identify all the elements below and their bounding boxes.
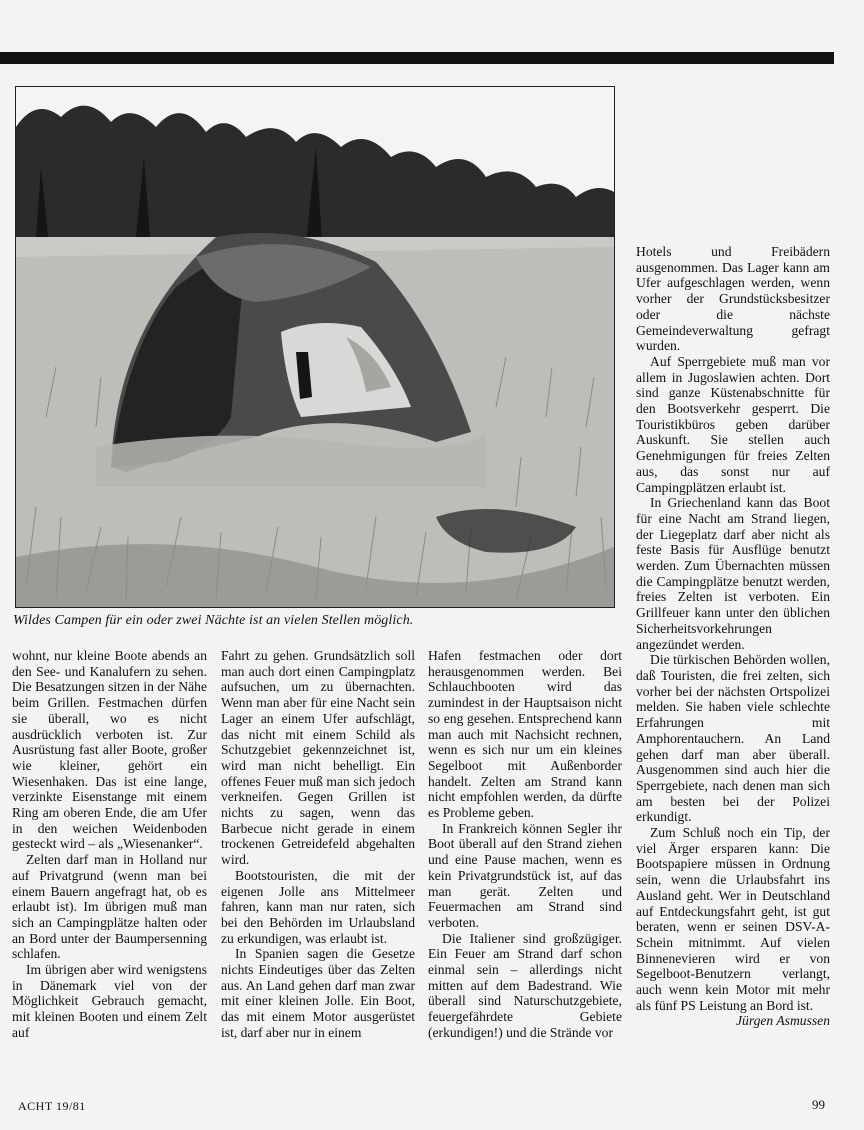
photo-caption: Wildes Campen für ein oder zwei Nächte ist an vielen Stellen möglich. — [13, 613, 414, 628]
author-signature: Jürgen Asmussen — [735, 1013, 830, 1029]
paragraph: Im übrigen aber wird wenigstens in Dänemark viel von der Möglichkeit Gebrauch gemacht, mit kleinen Booten und einem Zelt auf — [12, 962, 207, 1040]
paragraph: Zum Schluß noch ein Tip, der viel Ärger ersparen kann: Die Bootspapiere müssen in Ordnung sein, wenn die Urlaubsfahrt ins Ausland geht. Wer in Deutschland auf Entdeckungsfahrt geht, ist gut beraten, wenn er seinen DSV-A-Schein mitnimmt. Auf vielen Binnenevieren wird er von Segelboot-Benutzern verlangt, auch wenn kein Motor mit mehr als fünf PS Leistung an Bord ist. — [636, 825, 830, 1013]
paragraph: Zelten darf man in Holland nur auf Privatgrund (wenn man bei einem Bauern angefragt hat, ob es erlaubt ist). Im übrigen muß man sich an Campingplätze halten oder an Bord unter der Baumpersenning schlafen. — [12, 852, 207, 962]
paragraph: In Spanien sagen die Gesetze nichts Eindeutiges über das Zelten aus. An Land gehen darf man zwar mit einer kleinen Jolle. Ein Boot, das mit einem Motor ausgerüstet ist, darf aber nur in einem — [221, 946, 415, 1040]
page-number: 99 — [812, 1097, 825, 1112]
paragraph: Hotels und Freibädern ausgenommen. Das Lager kann am Ufer aufgeschlagen werden, wenn vorher der Grundstücksbesitzer oder die nächste Gemeindeverwaltung gefragt wurden. — [636, 244, 830, 354]
paragraph: In Frankreich können Segler ihr Boot überall auf den Strand ziehen und eine Pause machen, wenn es kein Privatgrundstück ist, auf das man gerät. Zelten und Feuermachen am Strand sind verboten. — [428, 820, 622, 930]
paragraph: Die türkischen Behörden wollen, daß Touristen, die frei zelten, sich vorher bei der nächsten Ortspolizei melden. Sie haben viele schlechte Erfahrungen mit Amphorentauchern. An Land gehen darf man aber überall. Ausgenommen sind auch hier die Sperrgebiete, nach denen man sich am besten bei der Polizei erkundigt. — [636, 652, 830, 825]
top-rule — [0, 52, 834, 64]
paragraph: Die Italiener sind großzügiger. Ein Feuer am Strand darf schon einmal sein – allerdings nicht mitten auf dem Badestrand. Wie überall sind Naturschutzgebiete, feuergefährdete Gebiete (erkundigen!) und die Strände vor — [428, 930, 622, 1040]
paragraph: Bootstouristen, die mit der eigenen Jolle ans Mittelmeer fahren, kann man nur raten, sich bei den Behörden im Urlaubsland zu erkundigen, was erlaubt ist. — [221, 867, 415, 946]
issue-label: ACHT 19/81 — [18, 1099, 86, 1113]
tent-photo-illustration — [16, 87, 614, 607]
paragraph: Fahrt zu gehen. Grundsätzlich soll man auch dort einen Campingplatz aufsuchen, um zu übernachten. Wenn man aber für eine Nacht sein Lager an einem Ufer aufschlägt, das nicht mit einem Schild als Schutzgebiet gekennzeichnet ist, wird man nicht behelligt. Ein offenes Feuer muß man sich jedoch verkneifen. Gegen Grillen ist nichts zu sagen, wenn das Barbecue nicht gerade in einem trockenen Getreidefeld abgehalten wird. — [221, 648, 415, 868]
text-column-4 — [636, 244, 830, 1084]
paragraph: In Griechenland kann das Boot für eine Nacht am Strand liegen, der Liegeplatz darf aber nicht als feste Basis für Ausflüge benutzt werden. Zum Übernachten müssen die Campingplätze benutzt werden, freies Zelten ist verboten. Ein Grillfeuer kann unter den üblichen Sicherheitsvorkehrungen angezündet werden. — [636, 495, 830, 652]
paragraph: Hafen festmachen oder dort herausgenommen werden. Bei Schlauchbooten wird das zumindest in der Hauptsaison nicht so eng gesehen. Entsprechend kann man auch mit Nachsicht rechnen, wenn es sich nur um ein kleines Segelboot mit Außenborder handelt. Zelten am Strand kann nicht empfohlen werden, da dürfte es Probleme geben. — [428, 648, 622, 821]
paragraph: wohnt, nur kleine Boote abends an den See- und Kanalufern zu sehen. Die Besatzungen sitzen in der Nähe beim Grillen. Festmachen dürfen sie überall, wo es nicht ausdrücklich verboten ist. Zur Ausrüstung fast aller Boote, großer wie kleiner, gehört ein Wiesenhaken. Das ist eine lange, verzinkte Eisenstange mit einem Ring am oberen Ende, die am Ufer in den weichen Weidenboden gesteckt wird – als „Wiesenanker“. — [12, 648, 207, 852]
text-column-2 — [221, 648, 415, 1080]
photo-tent-in-meadow — [15, 86, 615, 608]
text-column-1 — [12, 648, 207, 1080]
text-column-3 — [428, 648, 622, 1080]
paragraph: Auf Sperrgebiete muß man vor allem in Jugoslawien achten. Dort sind ganze Küstenabschnitte für den Bootsverkehr gesperrt. Die Touristikbüros geben darüber Auskunft. Sie stellen auch Genehmigungen für freies Zelten aus, das sonst nur auf Campingplätzen erlaubt ist. — [636, 353, 830, 495]
